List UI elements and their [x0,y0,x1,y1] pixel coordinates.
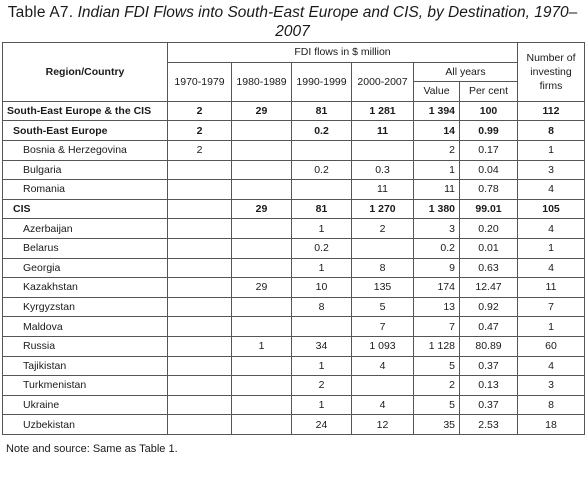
cell-value: 2 [414,140,460,160]
cell-2000-2007: 1 281 [352,101,414,121]
cell-1980-1989 [232,121,292,141]
cell-per-cent: 100 [460,101,518,121]
row-name: Russia [3,336,168,356]
cell-2000-2007: 0.3 [352,160,414,180]
cell-2000-2007: 1 270 [352,199,414,219]
cell-value: 5 [414,356,460,376]
row-name: South-East Europe & the CIS [3,101,168,121]
cell-2000-2007: 8 [352,258,414,278]
cell-per-cent: 0.17 [460,140,518,160]
cell-per-cent: 12.47 [460,278,518,298]
cell-1990-1999: 1 [292,356,352,376]
header-region: Region/Country [3,43,168,102]
cell-value: 7 [414,317,460,337]
header-per-cent: Per cent [460,82,518,102]
row-name: Turkmenistan [3,376,168,396]
cell-1970-1979 [168,238,232,258]
header-period-2: 1980-1989 [232,62,292,101]
cell-firms: 4 [518,219,585,239]
cell-per-cent: 0.92 [460,297,518,317]
cell-1990-1999: 8 [292,297,352,317]
cell-1980-1989 [232,297,292,317]
cell-per-cent: 0.99 [460,121,518,141]
cell-firms: 8 [518,121,585,141]
table-body [3,101,585,434]
cell-firms: 7 [518,297,585,317]
cell-1980-1989 [232,160,292,180]
cell-1980-1989 [232,395,292,415]
fdi-table [2,42,585,435]
cell-firms: 105 [518,199,585,219]
cell-per-cent: 0.63 [460,258,518,278]
cell-per-cent: 0.20 [460,219,518,239]
table-caption: Indian FDI Flows into South-East Europe and CIS, by Destination, 1970–2007 [77,4,578,40]
table-row [3,199,585,219]
cell-2000-2007 [352,140,414,160]
cell-1970-1979 [168,317,232,337]
cell-1990-1999: 10 [292,278,352,298]
cell-1980-1989 [232,219,292,239]
cell-firms: 8 [518,395,585,415]
table-row [3,336,585,356]
header-value: Value [414,82,460,102]
cell-1980-1989 [232,258,292,278]
cell-2000-2007: 1 093 [352,336,414,356]
cell-1980-1989 [232,415,292,435]
cell-1970-1979 [168,278,232,298]
cell-1980-1989 [232,356,292,376]
cell-2000-2007 [352,376,414,396]
table-row [3,219,585,239]
row-name: Romania [3,180,168,200]
table-row [3,238,585,258]
cell-1990-1999: 1 [292,258,352,278]
cell-1990-1999 [292,317,352,337]
cell-per-cent: 0.04 [460,160,518,180]
cell-per-cent: 0.01 [460,238,518,258]
cell-per-cent: 2.53 [460,415,518,435]
cell-1990-1999 [292,180,352,200]
cell-2000-2007: 11 [352,180,414,200]
header-firms: Number of investing firms [518,43,585,102]
table-row [3,180,585,200]
cell-firms: 1 [518,238,585,258]
row-name: Belarus [3,238,168,258]
cell-1980-1989 [232,238,292,258]
table-row [3,278,585,298]
cell-1990-1999: 81 [292,199,352,219]
cell-2000-2007: 11 [352,121,414,141]
cell-1970-1979 [168,199,232,219]
cell-1980-1989: 29 [232,278,292,298]
cell-per-cent: 0.37 [460,356,518,376]
cell-1980-1989: 29 [232,199,292,219]
cell-2000-2007 [352,238,414,258]
header-period-4: 2000-2007 [352,62,414,101]
cell-firms: 18 [518,415,585,435]
table-row [3,297,585,317]
cell-1970-1979 [168,160,232,180]
cell-1970-1979 [168,219,232,239]
cell-value: 3 [414,219,460,239]
table-row [3,356,585,376]
table-row [3,395,585,415]
cell-1970-1979 [168,395,232,415]
cell-2000-2007: 4 [352,395,414,415]
cell-per-cent: 80.89 [460,336,518,356]
header-period-1: 1970-1979 [168,62,232,101]
row-name: Azerbaijan [3,219,168,239]
header-all-years: All years [414,62,518,82]
header-fdi-flows: FDI flows in $ million [168,43,518,63]
cell-1970-1979 [168,376,232,396]
row-name: Bulgaria [3,160,168,180]
cell-per-cent: 0.13 [460,376,518,396]
cell-1990-1999: 2 [292,376,352,396]
cell-1970-1979: 2 [168,101,232,121]
cell-firms: 3 [518,376,585,396]
cell-value: 5 [414,395,460,415]
cell-2000-2007: 4 [352,356,414,376]
cell-value: 14 [414,121,460,141]
header-period-3: 1990-1999 [292,62,352,101]
cell-firms: 11 [518,278,585,298]
table-note: Note and source: Same as Table 1. [6,442,178,455]
cell-value: 9 [414,258,460,278]
row-name: Uzbekistan [3,415,168,435]
cell-1980-1989 [232,376,292,396]
table-row [3,121,585,141]
cell-1970-1979 [168,297,232,317]
cell-value: 13 [414,297,460,317]
row-name: Ukraine [3,395,168,415]
cell-1970-1979 [168,180,232,200]
row-name: CIS [3,199,168,219]
cell-1990-1999: 0.2 [292,238,352,258]
table-row [3,415,585,435]
cell-1980-1989 [232,317,292,337]
cell-firms: 112 [518,101,585,121]
table-row [3,258,585,278]
cell-value: 0.2 [414,238,460,258]
cell-2000-2007: 5 [352,297,414,317]
row-name: Tajikistan [3,356,168,376]
row-name: South-East Europe [3,121,168,141]
cell-per-cent: 0.37 [460,395,518,415]
cell-value: 1 128 [414,336,460,356]
cell-firms: 3 [518,160,585,180]
cell-1990-1999: 24 [292,415,352,435]
cell-2000-2007: 135 [352,278,414,298]
cell-1970-1979: 2 [168,140,232,160]
row-name: Kazakhstan [3,278,168,298]
cell-1970-1979 [168,336,232,356]
cell-1980-1989: 1 [232,336,292,356]
table-row [3,101,585,121]
cell-1990-1999: 81 [292,101,352,121]
cell-value: 1 [414,160,460,180]
cell-1980-1989 [232,140,292,160]
table-number: Table A7. [7,4,74,21]
cell-1970-1979 [168,356,232,376]
cell-1990-1999: 34 [292,336,352,356]
cell-1980-1989: 29 [232,101,292,121]
table-row [3,317,585,337]
cell-firms: 1 [518,317,585,337]
table-row [3,140,585,160]
cell-value: 174 [414,278,460,298]
table-row [3,160,585,180]
cell-value: 35 [414,415,460,435]
cell-value: 1 380 [414,199,460,219]
cell-value: 11 [414,180,460,200]
cell-1990-1999: 1 [292,395,352,415]
cell-1970-1979 [168,415,232,435]
cell-1990-1999: 0.2 [292,121,352,141]
cell-firms: 4 [518,258,585,278]
cell-per-cent: 0.78 [460,180,518,200]
cell-per-cent: 0.47 [460,317,518,337]
cell-value: 1 394 [414,101,460,121]
cell-firms: 1 [518,140,585,160]
cell-2000-2007: 12 [352,415,414,435]
cell-firms: 4 [518,356,585,376]
cell-per-cent: 99.01 [460,199,518,219]
cell-2000-2007: 2 [352,219,414,239]
cell-value: 2 [414,376,460,396]
cell-1990-1999: 0.2 [292,160,352,180]
row-name: Bosnia & Herzegovina [3,140,168,160]
cell-1990-1999: 1 [292,219,352,239]
cell-1980-1989 [232,180,292,200]
cell-1970-1979: 2 [168,121,232,141]
cell-1990-1999 [292,140,352,160]
table-title [0,0,585,38]
row-name: Maldova [3,317,168,337]
row-name: Kyrgyzstan [3,297,168,317]
cell-firms: 4 [518,180,585,200]
row-name: Georgia [3,258,168,278]
cell-2000-2007: 7 [352,317,414,337]
cell-firms: 60 [518,336,585,356]
cell-1970-1979 [168,258,232,278]
table-row [3,376,585,396]
